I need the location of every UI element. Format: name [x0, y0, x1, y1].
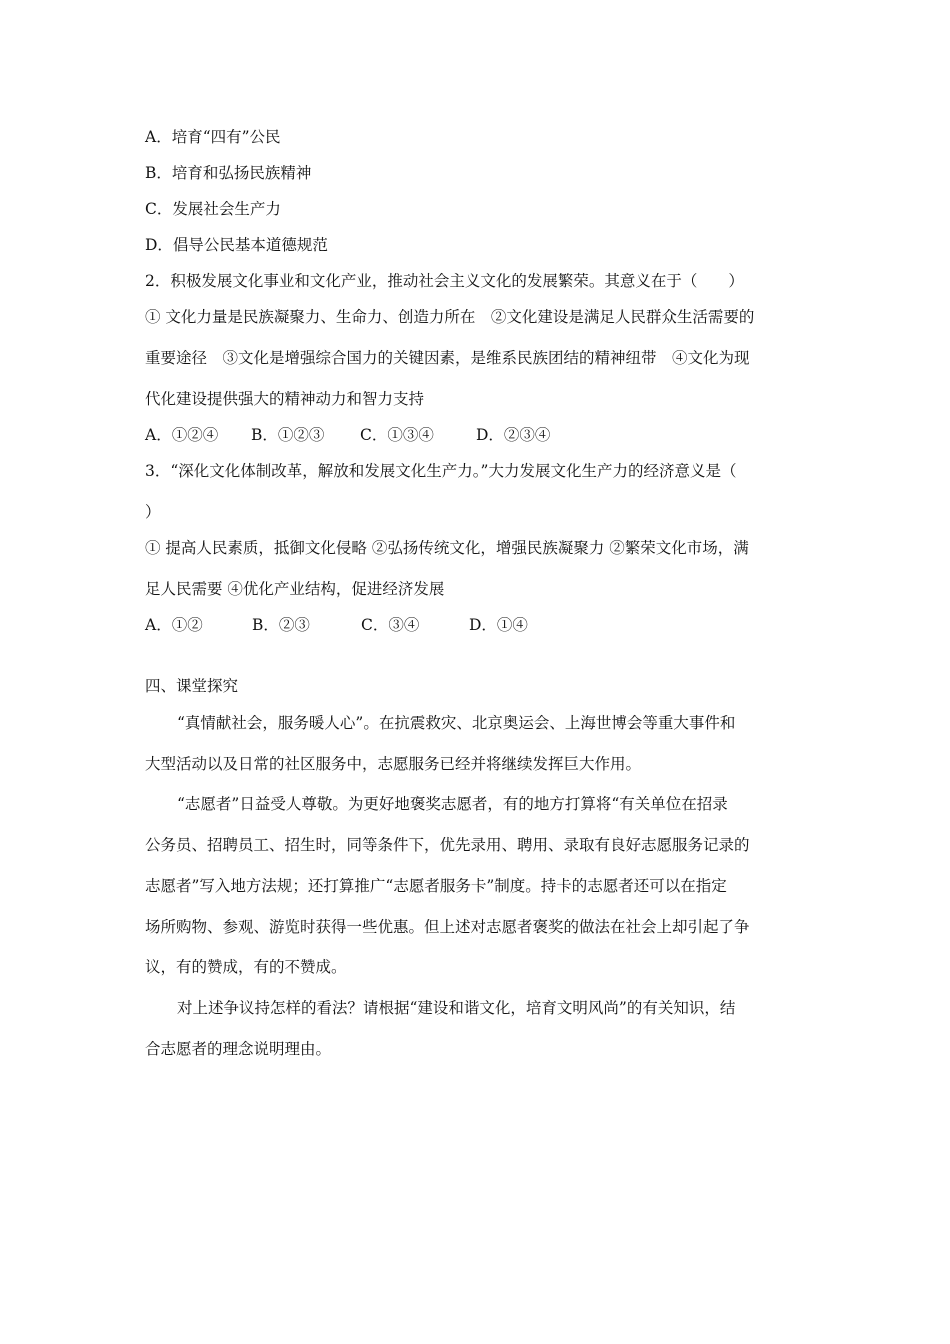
paragraph-line: 公务员、招聘员工、招生时，同等条件下，优先录用、聘用、录取有良好志愿服务记录的: [145, 836, 750, 854]
paragraph-line: “志愿者”日益受人尊敬。为更好地褒奖志愿者，有的地方打算将“有关单位在招录: [177, 795, 728, 813]
paragraph-line: 合志愿者的理念说明理由。: [145, 1040, 332, 1058]
q1-option-b: B．培育和弘扬民族精神: [145, 164, 312, 182]
q3-stem-continuation: ）: [145, 503, 161, 521]
q3-stem: 3．“深化文化体制改革，解放和发展文化生产力。”大力发展文化生产力的经济意义是（: [145, 462, 737, 480]
q3-option-d: D．①④: [469, 616, 528, 634]
paragraph-line: 大型活动以及日常的社区服务中，志愿服务已经并将继续发挥巨大作用。: [145, 755, 642, 773]
q3-statement-line: ① 提高人民素质，抵御文化侵略 ②弘扬传统文化，增强民族凝聚力 ②繁荣文化市场，满: [145, 539, 749, 557]
q2-options-row: [145, 425, 551, 445]
q2-option-d: D．②③④: [476, 426, 551, 444]
section-heading: 四、课堂探究: [145, 677, 239, 695]
paragraph-line: 场所购物、参观、游览时获得一些优惠。但上述对志愿者褒奖的做法在社会上却引起了争: [145, 918, 750, 936]
paragraph-line: “真情献社会，服务暖人心”。在抗震救灾、北京奥运会、上海世博会等重大事件和: [177, 714, 736, 732]
q2-statement-line: ① 文化力量是民族凝聚力、生命力、创造力所在 ②文化建设是满足人民群众生活需要的: [145, 308, 755, 326]
q1-option-a: A．培育“四有”公民: [145, 128, 281, 146]
q3-option-c: C．③④: [361, 616, 420, 634]
q2-stem: 2．积极发展文化事业和文化产业，推动社会主义文化的发展繁荣。其意义在于（ ）: [145, 272, 744, 290]
paragraph-line: 议，有的赞成，有的不赞成。: [145, 958, 347, 976]
q2-option-a: A．①②④: [145, 426, 219, 444]
q2-option-c: C．①③④: [360, 426, 434, 444]
q3-statement-line: 足人民需要 ④优化产业结构，促进经济发展: [145, 580, 445, 598]
q3-options-row: [145, 615, 528, 635]
paragraph-line: 对上述争议持怎样的看法？请根据“建设和谐文化，培育文明风尚”的有关知识，结: [177, 999, 736, 1017]
q1-option-d: D．倡导公民基本道德规范: [145, 236, 328, 254]
q2-statement-line: 代化建设提供强大的精神动力和智力支持: [145, 390, 425, 408]
q1-option-c: C．发展社会生产力: [145, 200, 281, 218]
q2-statement-line: 重要途径 ③文化是增强综合国力的关键因素，是维系民族团结的精神纽带 ④文化为现: [145, 349, 750, 367]
q3-option-a: A．①②: [145, 616, 203, 634]
q3-option-b: B．②③: [252, 616, 310, 634]
paragraph-line: 志愿者”写入地方法规；还打算推广“志愿者服务卡”制度。持卡的志愿者还可以在指定: [145, 877, 727, 895]
q2-option-b: B．①②③: [251, 426, 325, 444]
